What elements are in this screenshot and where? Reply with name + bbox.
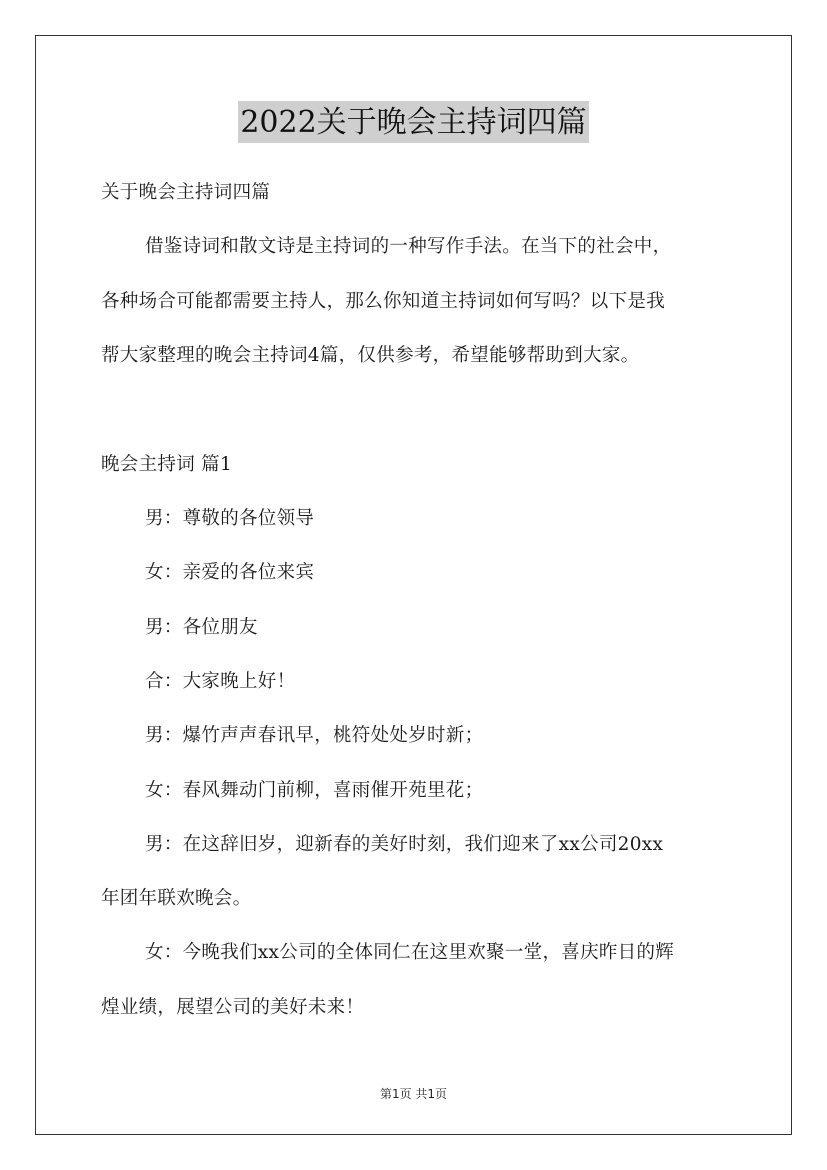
- intro-line-3: 帮大家整理的晚会主持词4篇，仅供参考，希望能够帮助到大家。: [101, 345, 640, 366]
- page-footer: [0, 1086, 827, 1102]
- male-paragraph-line-2: 年团年联欢晚会。: [101, 888, 252, 909]
- intro-line-1: 借鉴诗词和散文诗是主持词的一种写作手法。在当下的社会中，: [145, 236, 672, 257]
- document-title: 2022关于晚会主持词四篇: [238, 101, 588, 143]
- dialogue-line: 女：亲爱的各位来宾: [145, 562, 315, 583]
- dialogue-line: 男：尊敬的各位领导: [145, 508, 315, 529]
- title-container: [0, 101, 827, 143]
- dialogue-line: 男：爆竹声声春讯早，桃符处处岁时新；: [145, 725, 484, 746]
- intro-line-2: 各种场合可能都需要主持人，那么你知道主持词如何写吗？以下是我: [101, 291, 666, 312]
- document-subtitle: 关于晚会主持词四篇: [101, 182, 271, 203]
- female-paragraph-line-1: 女：今晚我们xx公司的全体同仁在这里欢聚一堂，喜庆昨日的辉: [145, 942, 675, 963]
- dialogue-line: 合：大家晚上好！: [145, 671, 296, 692]
- dialogue-line: 男：各位朋友: [145, 617, 258, 638]
- section-heading: 晚会主持词 篇1: [101, 454, 233, 475]
- female-paragraph-line-2: 煌业绩，展望公司的美好未来！: [101, 997, 365, 1018]
- dialogue-line: 女：春风舞动门前柳，喜雨催开苑里花；: [145, 780, 484, 801]
- male-paragraph-line-1: 男：在这辞旧岁，迎新春的美好时刻，我们迎来了xx公司20xx: [145, 834, 664, 855]
- page-number: 第1页 共1页: [379, 1087, 448, 1101]
